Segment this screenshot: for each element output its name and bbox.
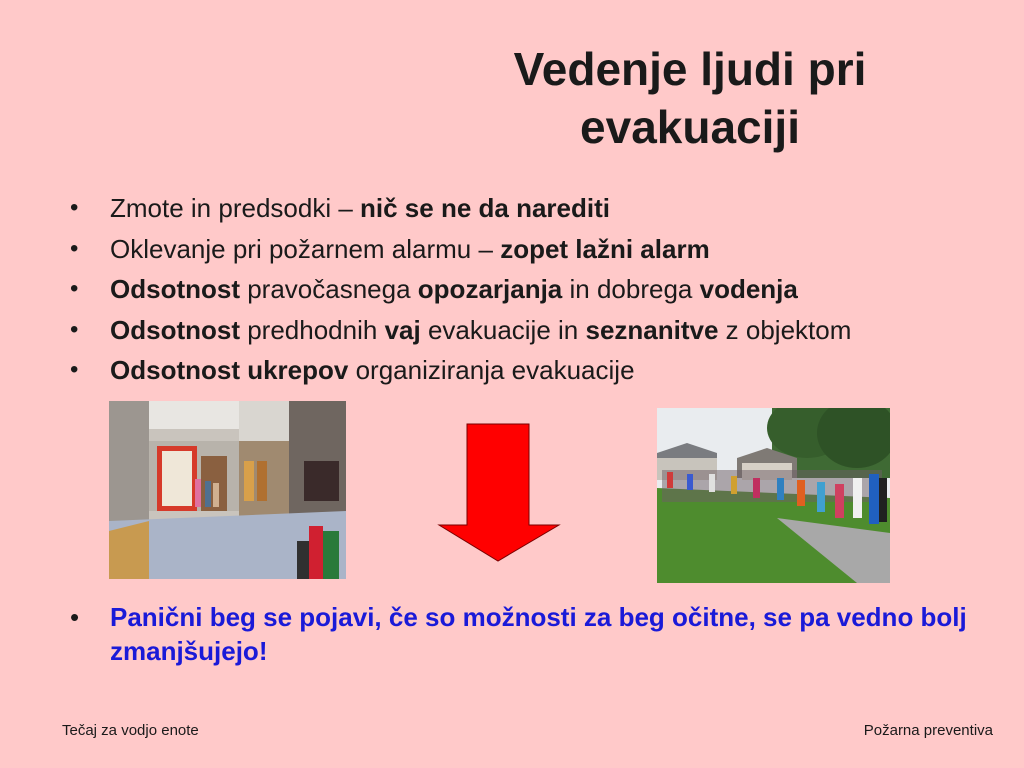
bullet-emphasis: vodenja [699,274,798,304]
evacuation-photo [657,408,890,583]
bullet-emphasis: Odsotnost ukrepov [110,355,349,385]
bullet-text: predhodnih [240,314,385,345]
bullet-emphasis: Odsotnost [110,274,240,304]
bullet-item [70,350,970,391]
footer-course: Tečaj za vodjo enote [62,722,199,739]
bullet-emphasis: Odsotnost [110,314,240,345]
bullet-list [70,188,970,391]
bullet-item [70,310,970,351]
footer-topic: Požarna preventiva [863,722,993,739]
bullet-text: z objektom [718,314,852,345]
bullet-emphasis: seznanitve [585,314,719,345]
bullet-text: in dobrega [562,274,700,304]
bullet-emphasis: nič se ne da narediti [360,193,610,223]
slide-title: Vedenje ljudi pri evakuaciji [513,43,867,153]
evacuation-illustration [657,408,890,583]
bullet-text: pravočasnega [240,274,418,304]
bullet-text: organiziranja evakuacije [348,355,635,385]
bullet-emphasis: vaj [384,314,421,345]
bullet-emphasis: opozarjanja [417,274,563,304]
bullet-item [70,188,970,229]
bullet-icon: • [70,194,79,221]
panic-text: Panični beg se pojavi, če so možnosti za beg očitne, se pa vedno bolj zmanjšujejo! [110,602,967,666]
panic-bullet [70,600,970,668]
bullet-icon: • [70,356,79,383]
bullet-item [70,229,970,270]
bullet-text: Zmote in predsodki – [110,193,361,223]
bullet-text: evakuacije in [420,314,586,345]
hallway-illustration [109,401,346,579]
bullet-icon: • [70,234,79,262]
bullet-item [70,269,970,310]
bullet-icon: • [70,602,80,632]
bullet-text: Oklevanje pri požarnem alarmu – [110,233,501,264]
down-arrow-icon [437,423,561,563]
bullet-icon: • [70,315,79,343]
hallway-photo [109,401,346,579]
bullet-emphasis: zopet lažni alarm [500,233,710,264]
bullet-icon: • [70,275,79,302]
